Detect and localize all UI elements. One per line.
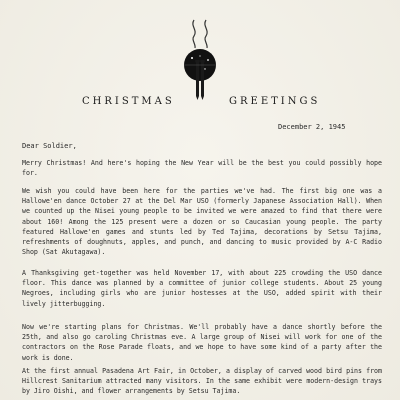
letter-paragraph <box>22 322 382 363</box>
letter-paragraph <box>22 158 382 178</box>
letter-salutation: Dear Soldier, <box>22 142 77 150</box>
letter-paragraph <box>22 268 382 309</box>
paragraph-text: We wish you could have been here for the parties we've had. The first big one was a Hallowe'en dance October 27 at the Del Mar USO (formerly Japanese Association Hall). When we counted up the Nisei young people to be invited we were amazed to find that there were about 160! Among the 125 present were a dozen or so Caucasian young people. The party featured Hallowe'en games and stunts led by Ted Tajima, decorations by Setsu Tajima, refreshments of doughnuts, apples, and punch, and dancing to music provided by A-C Radio Shop (Sat Akutagawa). <box>22 187 382 257</box>
paragraph-text: Now we're starting plans for Christmas. We'll probably have a dance shortly before the 25th, and also go caroling Christmas eve. A large group of Nisei will work for one of the contractors on the Rose Parade floats, and we hope to have some kind of a party after the work is done. <box>22 323 382 362</box>
christmas-emblem-icon <box>170 18 230 100</box>
letter-paragraph <box>22 186 382 257</box>
greeting-greetings: GREETINGS <box>229 96 321 107</box>
paragraph-text: Merry Christmas! And here's hoping the New Year will be the best you could possibly hope for. <box>22 159 382 178</box>
letter-date: December 2, 1945 <box>278 123 346 131</box>
paragraph-text: A Thanksgiving get-together was held November 17, with about 225 crowding the USO dance floor. This dance was planned by a committee of junior college students. About 25 young Negroes, including girls who are junior hostesses at the USO, added spirit with their lively jitterbugging. <box>22 269 382 308</box>
greeting-christmas: CHRISTMAS <box>82 96 175 107</box>
letter-paragraph <box>22 366 382 397</box>
paragraph-text: At the first annual Pasadena Art Fair, in October, a display of carved wood bird pins from Hillcrest Sanitarium attracted many visitors. In the same exhibit were modern-design trays by Jiro Oishi, and flower arrangements by Setsu Tajima. <box>22 367 382 396</box>
